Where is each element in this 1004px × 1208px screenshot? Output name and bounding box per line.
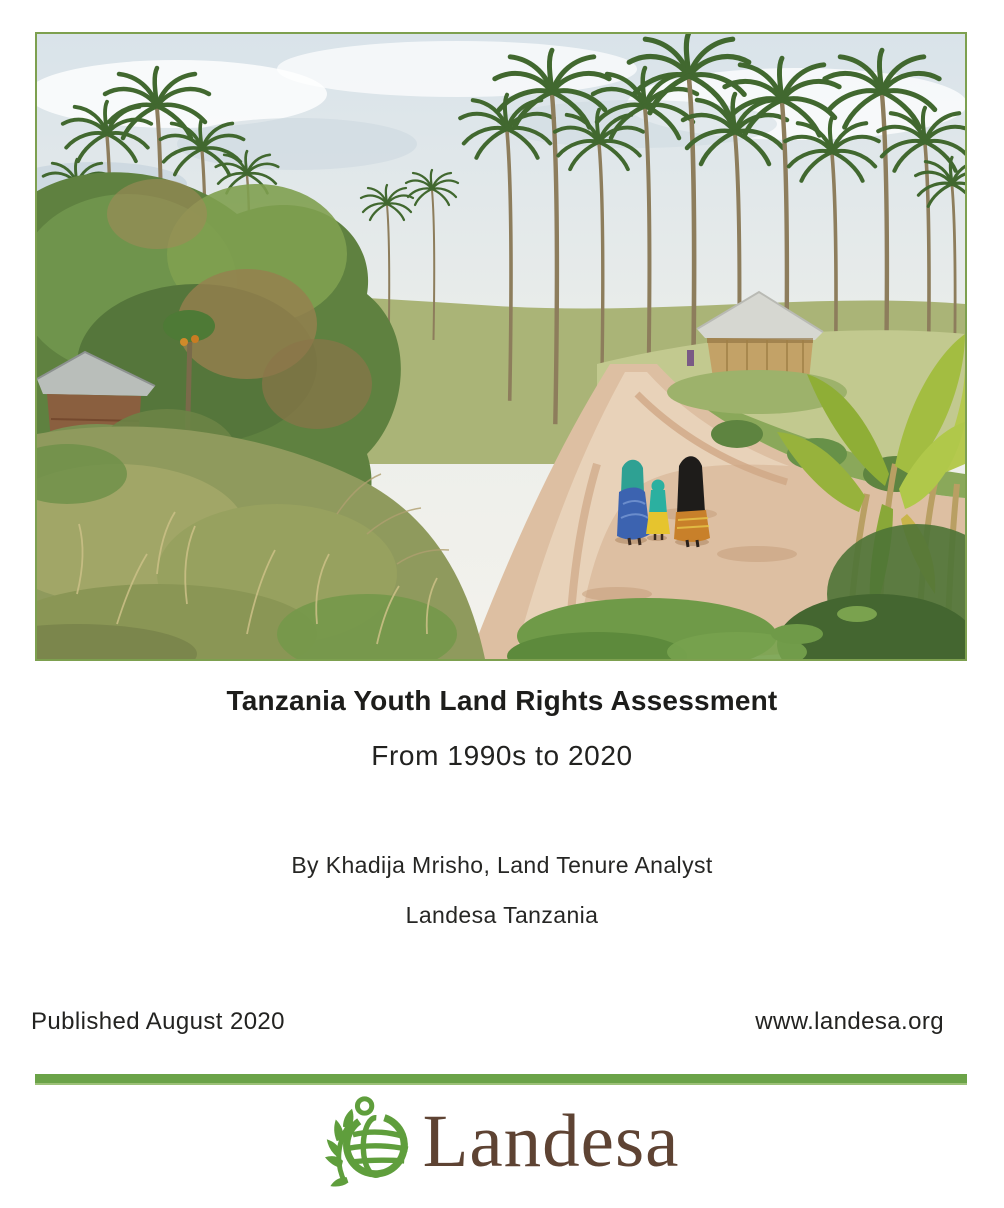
page-title: Tanzania Youth Land Rights Assessment: [226, 685, 778, 716]
page-subtitle: From 1990s to 2020: [371, 740, 633, 771]
divider-bar: [35, 1074, 967, 1085]
organization-line: Landesa Tanzania: [405, 902, 599, 928]
author-line: By Khadija Mrisho, Land Tenure Analyst: [291, 852, 713, 878]
landesa-globe-icon: [325, 1094, 415, 1190]
landesa-logo-text: Landesa: [422, 1100, 680, 1183]
footer-row: [0, 1007, 1004, 1037]
landesa-logo: [0, 1094, 1004, 1190]
cover-photo: [35, 32, 967, 661]
published-date: Published August 2020: [31, 1008, 285, 1035]
cover-photo-illustration: [37, 34, 965, 659]
website-url: www.landesa.org: [755, 1008, 944, 1035]
